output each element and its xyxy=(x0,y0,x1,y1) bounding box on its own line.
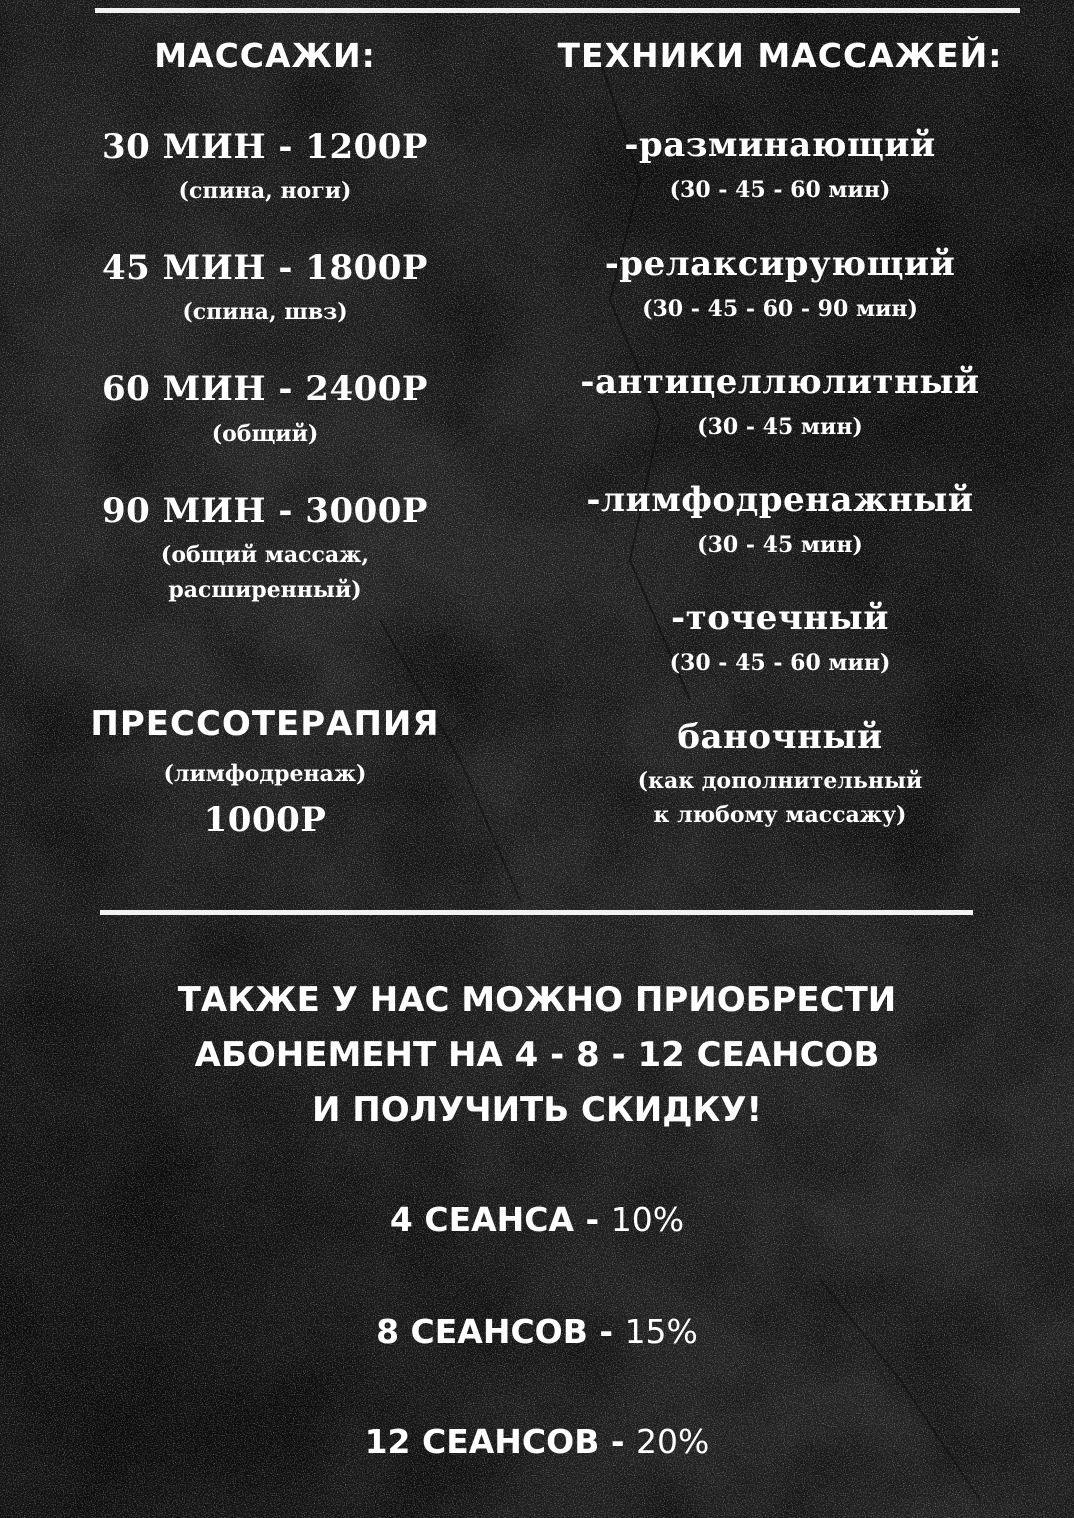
discount-12-sessions: 12 СЕАНСОВ - 20% xyxy=(364,1422,710,1461)
massage-price-90: 90 МИН - 3000Р xyxy=(101,491,428,531)
discount-sessions-label: 4 СЕАНСА xyxy=(389,1200,575,1239)
technique-anticellulite-duration: (30 - 45 мин) xyxy=(697,414,863,440)
subscription-promo xyxy=(0,973,1074,1138)
discount-percent: 10% xyxy=(610,1200,685,1239)
technique-cupping-note-line2: к любому массажу) xyxy=(653,802,907,828)
techniques-heading: ТЕХНИКИ МАССАЖЕЙ: xyxy=(557,36,1003,75)
technique-relaxing-duration: (30 - 45 - 60 - 90 мин) xyxy=(642,296,918,322)
techniques-column xyxy=(530,0,1030,900)
discount-sessions-label: 12 СЕАНСОВ xyxy=(364,1422,600,1461)
promo-line-2: АБОНЕМЕНТ НА 4 - 8 - 12 СЕАНСОВ xyxy=(194,1035,880,1075)
massage-detail-90-line1: (общий массаж, xyxy=(160,542,370,568)
discount-sessions-label: 8 СЕАНСОВ xyxy=(376,1312,588,1351)
technique-kneading-duration: (30 - 45 - 60 мин) xyxy=(669,177,891,203)
technique-lymph-drainage: -лимфодренажный xyxy=(586,480,974,520)
technique-cupping-note-line1: (как дополнительный xyxy=(637,768,923,794)
technique-cupping: баночный xyxy=(677,717,883,757)
middle-divider xyxy=(100,910,973,915)
massage-detail-45: (спина, швз) xyxy=(182,299,348,325)
pressotherapy-detail: (лимфодренаж) xyxy=(163,761,367,787)
massage-detail-90-line2: расширенный) xyxy=(168,577,362,603)
massages-heading: МАССАЖИ: xyxy=(154,36,376,75)
technique-kneading: -разминающий xyxy=(624,125,936,165)
promo-line-1: ТАКЖЕ У НАС МОЖНО ПРИОБРЕСТИ xyxy=(177,980,897,1020)
discount-4-sessions: 4 СЕАНСА - 10% xyxy=(389,1200,685,1239)
massage-detail-30: (спина, ноги) xyxy=(178,178,352,204)
technique-anticellulite: -антицеллюлитный xyxy=(580,362,980,402)
massages-column xyxy=(60,0,470,900)
massage-price-45: 45 МИН - 1800Р xyxy=(101,248,428,288)
pressotherapy-price: 1000Р xyxy=(203,800,327,840)
pressotherapy-title: ПРЕССОТЕРАПИЯ xyxy=(90,704,440,744)
technique-lymph-drainage-duration: (30 - 45 мин) xyxy=(697,532,863,558)
discount-8-sessions: 8 СЕАНСОВ - 15% xyxy=(376,1312,698,1351)
technique-acupressure-duration: (30 - 45 - 60 мин) xyxy=(669,650,891,676)
massage-price-30: 30 МИН - 1200Р xyxy=(101,127,428,167)
technique-acupressure: -точечный xyxy=(671,598,889,638)
massage-detail-60: (общий) xyxy=(211,421,319,447)
promo-line-3: И ПОЛУЧИТЬ СКИДКУ! xyxy=(312,1090,762,1130)
discount-percent: 15% xyxy=(624,1312,698,1351)
massage-price-60: 60 МИН - 2400Р xyxy=(101,369,428,409)
technique-relaxing: -релаксирующий xyxy=(604,244,956,284)
discount-percent: 20% xyxy=(636,1422,710,1461)
